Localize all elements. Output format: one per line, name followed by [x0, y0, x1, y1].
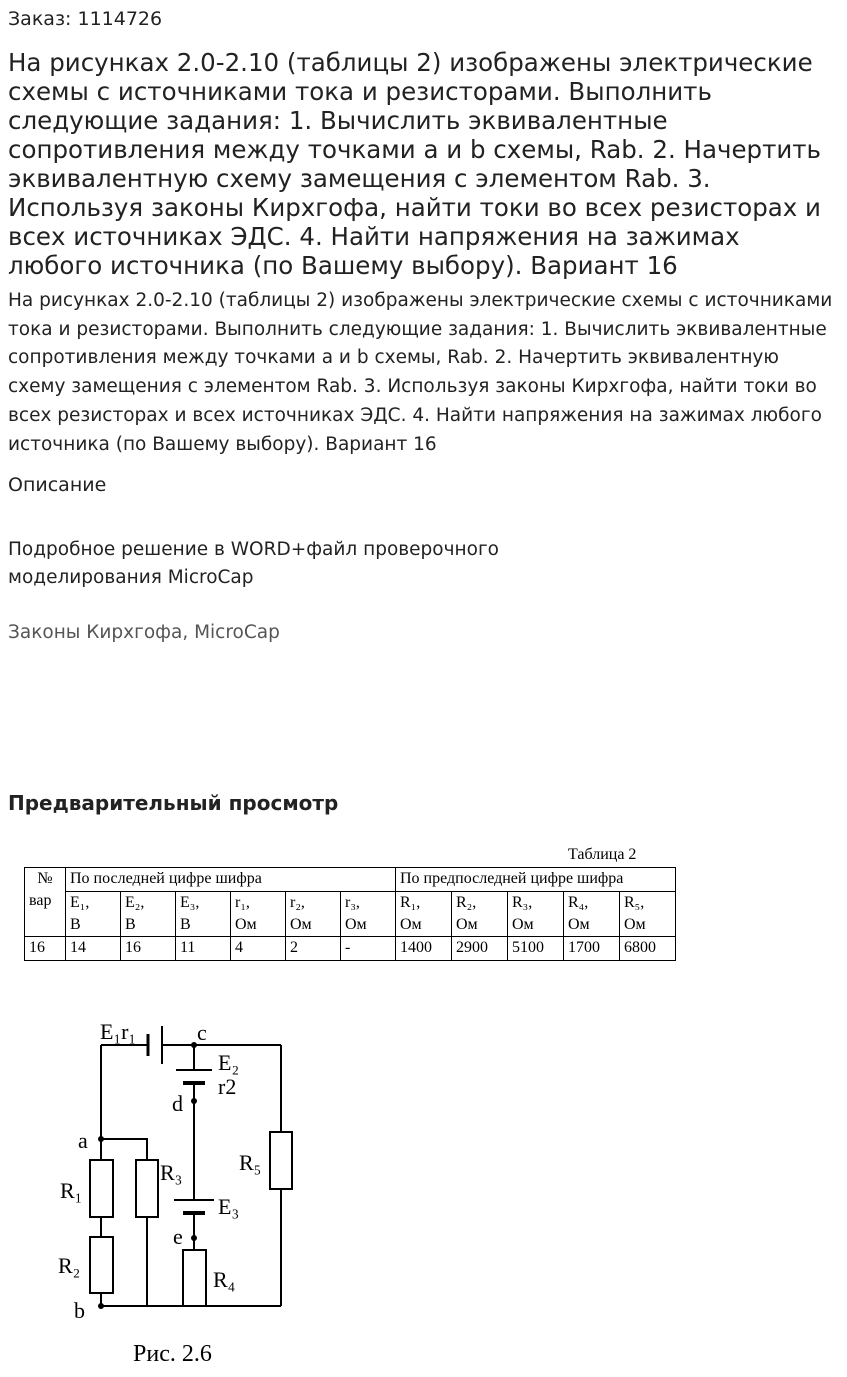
label-r2-resistor: R₂ [58, 1253, 81, 1278]
column-header-name: r₃, [345, 894, 360, 911]
variant-number-header [25, 868, 66, 937]
variant-number-header-bottom: вар [29, 892, 52, 909]
table-column-header-row [25, 892, 676, 937]
column-header-name: R₅, [624, 894, 645, 911]
value-cell: 6800 [620, 937, 676, 961]
label-c: c [197, 1020, 207, 1045]
label-e3: E₃ [218, 1194, 240, 1219]
value-cell: 16 [121, 937, 176, 961]
column-header-unit: Ом [456, 916, 478, 933]
column-header-name: E₂, [125, 894, 145, 911]
column-header [452, 892, 508, 937]
label-b: b [74, 1298, 85, 1323]
column-header-name: R₄, [568, 894, 589, 911]
table-caption: Таблица 2 [568, 846, 637, 863]
column-header-name: r₂, [290, 894, 305, 911]
task-description: На рисунках 2.0-2.10 (таблицы 2) изображены электрические схемы с источниками тока и резисторами. Выполнить следующие задания: 1. Вычислить эквивалентные сопротивления между точками a и b схемы, Rab. 2. Начертить эквивалентную схему замещения с элементом Rab. 3. Используя законы Кирхгофа, найти токи во всех резисторах и всех источниках ЭДС. 4. Найти напряжения на зажимах любого источника (по Вашему выбору). Вариант 16 [8, 290, 833, 455]
variant-number-header-top: № [37, 870, 53, 887]
column-header-unit: В [125, 916, 136, 933]
label-r5: R₅ [239, 1150, 262, 1175]
label-r3: R₃ [160, 1160, 183, 1185]
column-header [396, 892, 452, 937]
value-cell: 11 [176, 937, 231, 961]
column-header-name: R₁, [400, 894, 421, 911]
preview-heading: Предварительный просмотр [8, 791, 339, 815]
label-e: e [173, 1224, 183, 1249]
column-header [66, 892, 121, 937]
e3-battery-symbol [174, 1200, 214, 1213]
label-e1r1: E₁r₁ [100, 1019, 137, 1044]
column-header-name: E₃, [180, 894, 200, 911]
e2-battery-symbol [176, 1070, 212, 1083]
value-cell: 14 [66, 937, 121, 961]
column-header-unit: Ом [624, 916, 646, 933]
column-header [564, 892, 620, 937]
r2-resistor [90, 1237, 113, 1293]
column-header [286, 892, 341, 937]
r3-resistor [136, 1160, 158, 1217]
label-a: a [78, 1128, 88, 1153]
value-cell: 4 [231, 937, 286, 961]
variant-cell: 16 [25, 937, 66, 961]
variant-table [24, 867, 676, 961]
value-cell: - [341, 937, 396, 961]
value-cell: 2 [286, 937, 341, 961]
column-header-name: R₂, [456, 894, 477, 911]
figure-caption: Рис. 2.6 [133, 1341, 212, 1367]
value-cell: 1400 [396, 937, 452, 961]
label-d: d [172, 1091, 183, 1116]
column-header-name: E₁, [70, 894, 90, 911]
order-number: Заказ: 1114726 [8, 8, 163, 30]
label-r1: R₁ [60, 1178, 83, 1203]
column-header-unit: Ом [400, 916, 422, 933]
column-header-name: R₃, [512, 894, 533, 911]
value-cell: 2900 [452, 937, 508, 961]
column-header [176, 892, 231, 937]
column-header-unit: Ом [512, 916, 534, 933]
value-cell: 1700 [564, 937, 620, 961]
column-header-unit: Ом [235, 916, 257, 933]
column-header-unit: Ом [290, 916, 312, 933]
column-header-unit: В [70, 916, 81, 933]
r1-resistor [90, 1160, 113, 1217]
value-cell: 5100 [508, 937, 564, 961]
table-group-header-row [25, 868, 676, 892]
node-b-dot [98, 1303, 104, 1309]
tags-line: Законы Кирхгофа, MicroCap [8, 622, 280, 643]
column-header-unit: В [180, 916, 191, 933]
label-e2: E₂ [218, 1050, 240, 1075]
column-header [121, 892, 176, 937]
solution-details: Подробное решение в WORD+файл проверочного моделирования MicroCap [8, 539, 499, 588]
table-row [25, 937, 676, 961]
r4-resistor [183, 1250, 206, 1306]
node-d-dot [191, 1098, 197, 1104]
page-title: На рисунках 2.0-2.10 (таблицы 2) изображены электрические схемы с источниками тока и резисторами. Выполнить следующие задания: 1. Вычислить эквивалентные сопротивления между точками a и b схемы, Rab. 2. Начертить эквивалентную схему замещения с элементом Rab. 3. Используя законы Кирхгофа, найти токи во всех резисторах и всех источниках ЭДС. 4. Найти напряжения на зажимах любого источника (по Вашему выбору). Вариант 16 [8, 48, 821, 280]
group-header-second-last-digit: По предпоследней цифре шифра [396, 868, 676, 892]
circuit-diagram [50, 1010, 310, 1370]
column-header-unit: Ом [568, 916, 590, 933]
column-header-name: r₁, [235, 894, 250, 911]
column-header [620, 892, 676, 937]
label-r4: R₄ [213, 1267, 236, 1292]
column-header [231, 892, 286, 937]
r5-resistor [270, 1132, 292, 1189]
node-e-dot [191, 1235, 197, 1241]
node-a-dot [98, 1136, 104, 1142]
label-r2: r2 [218, 1074, 237, 1099]
column-header-unit: Ом [345, 916, 367, 933]
description-heading: Описание [8, 474, 107, 496]
group-header-last-digit: По последней цифре шифра [66, 868, 396, 892]
column-header [508, 892, 564, 937]
column-header [341, 892, 396, 937]
e1-battery-symbol [148, 1026, 162, 1064]
